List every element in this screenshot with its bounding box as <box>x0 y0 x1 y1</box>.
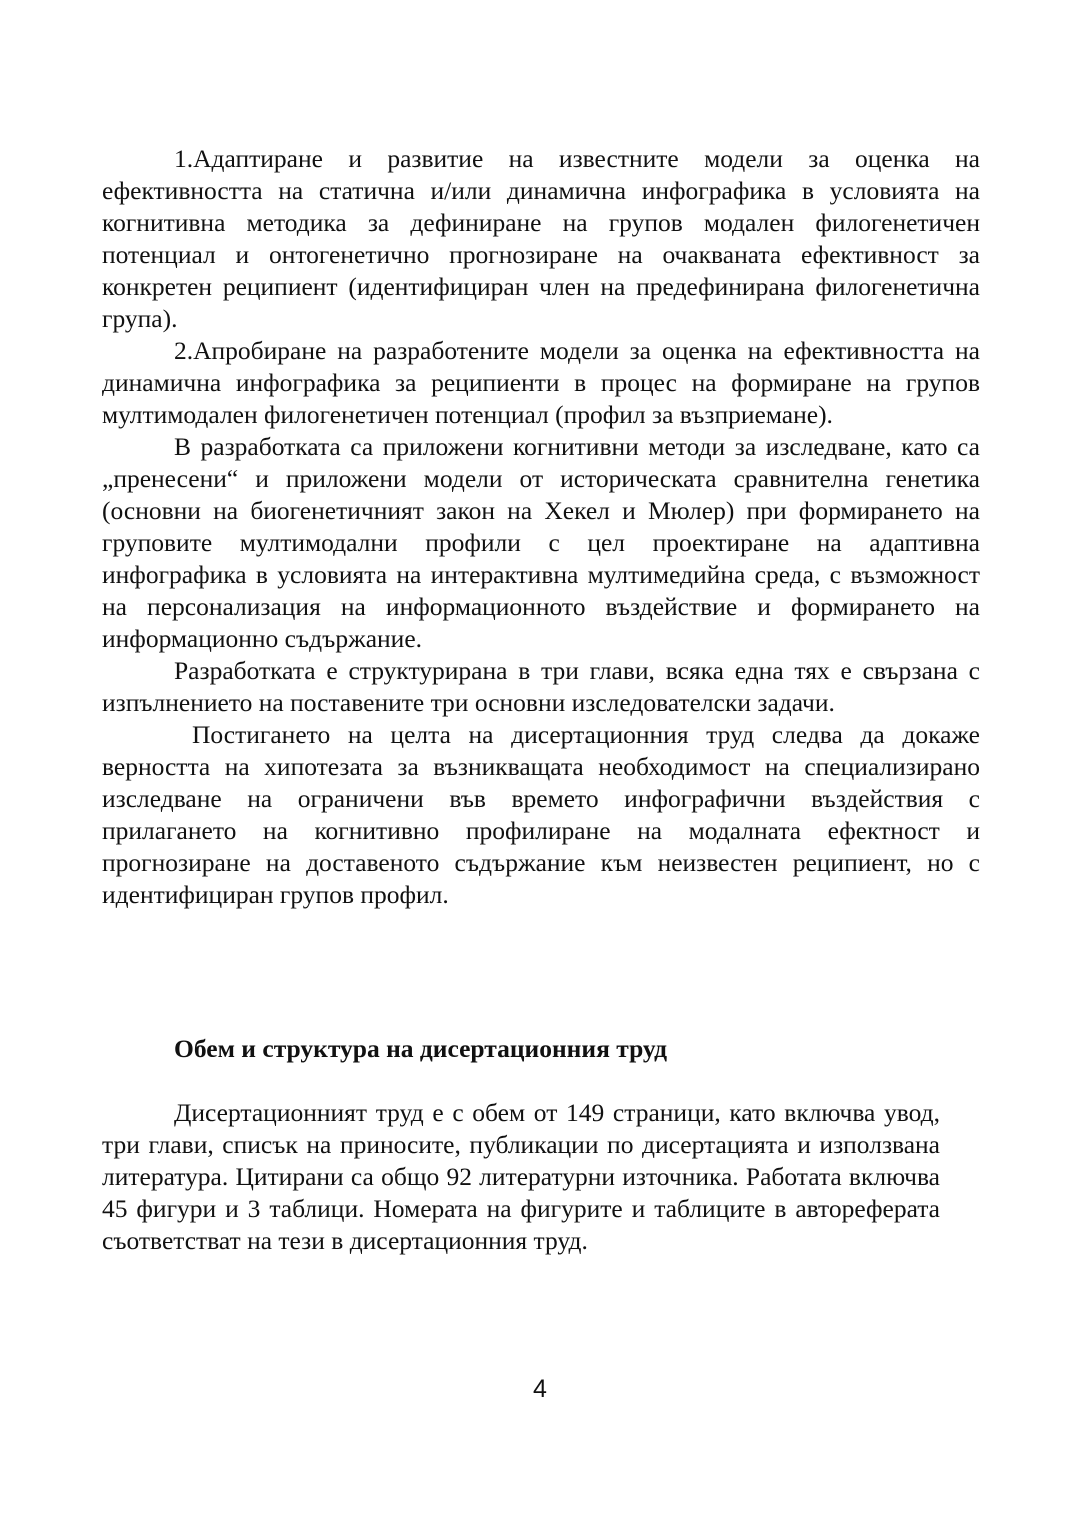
section-body <box>102 1097 940 1257</box>
paragraph-volume: Дисертационният труд е с обем от 149 страници, като включва увод, три глави, списък на приносите, публикации по дисертацията и използвана литература. Цитирани са общо 92 литературни източника. Работата включва 45 фигури и 3 таблици. Номерата на фигурите и таблиците в автореферата съответстват на тези в дисертационния труд. <box>102 1098 940 1255</box>
paragraph-task-1: 1.Адаптиране и развитие на известните модели за оценка на ефективността на статична и/или динамична инфографика в условията на когнитивна методика за дефиниране на групов модален филогенетичен потенциал и онтогенетично прогнозиране на очакваната ефективност за конкретен реципиент (идентифициран член на предефинирана филогенетична група). <box>102 144 980 333</box>
paragraph-goal: Постигането на целта на дисертационния труд следва да докаже верността на хипотезата за възникващата необходимост на специализирано изследване на ограничени във времето инфографични въздействия с прилагането на когнитивно профилиране на модалната ефектност и прогнозиране на доставеното съдържание към неизвестен реципиент, но с идентифициран групов профил. <box>102 720 980 909</box>
paragraph-task-2: 2.Апробиране на разработените модели за оценка на ефективността на динамична инфографика за реципиенти в процес на формиране на групов мултимодален филогенетичен потенциал (профил за възприемане). <box>102 336 980 429</box>
paragraph-methods: В разработката са приложени когнитивни методи за изследване, като са „пренесени“ и приложени модели от историческата сравнителна генетика (основни на биогенетичният закон на Хекел и Мюлер) при формирането на груповите мултимодални профили с цел проектиране на адаптивна инфографика в условията на интерактивна мултимедийна среда, с възможност на персонализация на информационното въздействие и формирането на информационно съдържание. <box>102 432 980 653</box>
body-text <box>102 143 980 911</box>
page-number: 4 <box>533 1375 547 1403</box>
paragraph-structure: Разработката е структурирана в три глави, всяка една тях е свързана с изпълнението на поставените три основни изследователски задачи. <box>102 656 980 717</box>
section-heading: Обем и структура на дисертационния труд <box>174 1034 667 1063</box>
